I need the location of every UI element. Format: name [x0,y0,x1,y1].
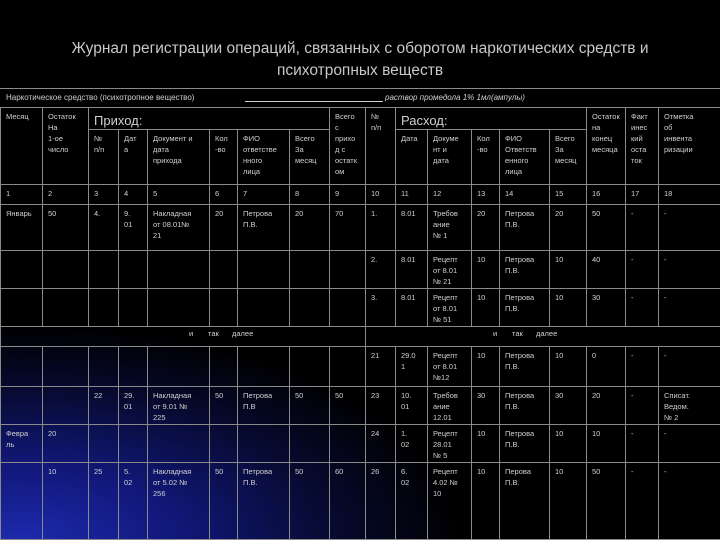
col-num: 14 [500,185,550,205]
header-in-doc: Документ и дата прихода [148,130,210,185]
cell-in-date: 9. 01 [119,205,148,251]
cell-out-date: 1. 02 [396,425,428,463]
journal-table [0,107,720,540]
cell-fact: - [626,425,659,463]
col-num: 15 [550,185,587,205]
header-out-num: № п/п [366,108,396,185]
etc-left: и так далее [1,327,366,347]
cell-out-doc: Рецепт 4.02 № 10 [428,463,472,540]
col-num: 6 [210,185,238,205]
cell-end: 20 [587,387,626,425]
header-income: Приход: [89,108,330,130]
cell-month: Январь [1,205,43,251]
cell-out-num: 23 [366,387,396,425]
cell-end: 0 [587,347,626,387]
cell-in-num [89,425,119,463]
cell-fact: - [626,251,659,289]
col-num: 5 [148,185,210,205]
cell-balance [43,347,89,387]
cell-out-date: 6. 02 [396,463,428,540]
header-total-income: Всего с прихо д с остатк ом [330,108,366,185]
cell-in-doc [148,289,210,327]
col-num: 7 [238,185,290,205]
cell-in-doc: Накладная от 5.02 № 256 [148,463,210,540]
cell-out-fio: Петрова П.В. [500,205,550,251]
cell-fact: - [626,463,659,540]
header-out-fio: ФИО Ответств енного лица [500,130,550,185]
cell-total [330,251,366,289]
table-row [1,425,720,463]
table-row [1,205,720,251]
header-expense: Расход: [396,108,587,130]
cell-end: 10 [587,425,626,463]
cell-inv: - [659,205,720,251]
cell-in-total: 50 [290,463,330,540]
drug-label: Наркотическое средство (психотропное вещество) [6,93,195,102]
header-out-doc: Докуме нт и дата [428,130,472,185]
header-in-date: Дат а [119,130,148,185]
header-in-qty: Кол -во [210,130,238,185]
cell-out-doc: Рецепт 28.01 № 5 [428,425,472,463]
header-out-qty: Кол -во [472,130,500,185]
cell-inv: - [659,463,720,540]
title-line-1: Журнал регистрации операций, связанных с оборотом наркотических средств и [71,40,649,57]
cell-in-qty [210,289,238,327]
header-out-date: Дата [396,130,428,185]
cell-in-total: 20 [290,205,330,251]
header-balance-start: Остаток На 1-ое число [43,108,89,185]
header-in-fio: ФИО ответстве нного лица [238,130,290,185]
cell-inv: - [659,425,720,463]
cell-month [1,387,43,425]
cell-in-fio: Петрова П.В. [238,463,290,540]
col-num: 16 [587,185,626,205]
cell-in-fio: Петрова П.В. [238,205,290,251]
table-row [1,347,720,387]
header-fact: Факт инес кий оста ток [626,108,659,185]
cell-out-qty: 10 [472,347,500,387]
cell-out-doc: Рецепт от 8.01 № 21 [428,251,472,289]
header-row-1 [1,108,720,130]
col-num: 9 [330,185,366,205]
cell-in-qty: 50 [210,387,238,425]
cell-out-fio: Петрова П.В. [500,289,550,327]
col-num: 8 [290,185,330,205]
cell-out-num: 26 [366,463,396,540]
etc-row [1,327,720,347]
cell-in-date [119,251,148,289]
drug-line [0,88,720,108]
cell-month [1,289,43,327]
cell-month [1,347,43,387]
drug-value: раствор промедола 1% 1мл(ампулы) [385,93,525,102]
table-row [1,251,720,289]
cell-out-num: 1. [366,205,396,251]
col-num: 13 [472,185,500,205]
col-num: 18 [659,185,720,205]
cell-out-qty: 10 [472,251,500,289]
cell-in-doc: Накладная от 08.01№ 21 [148,205,210,251]
cell-in-qty [210,251,238,289]
cell-in-date: 5. 02 [119,463,148,540]
cell-end: 40 [587,251,626,289]
cell-in-fio: Петрова П.В [238,387,290,425]
cell-out-date: 8.01 [396,289,428,327]
header-month: Месяц [1,108,43,185]
cell-in-total [290,251,330,289]
cell-in-doc [148,347,210,387]
cell-out-fio: Петрова П.В. [500,425,550,463]
cell-in-doc [148,425,210,463]
cell-in-num [89,347,119,387]
cell-balance [43,387,89,425]
column-numbers-row [1,185,720,205]
cell-in-num [89,289,119,327]
cell-out-qty: 10 [472,463,500,540]
cell-out-doc: Требов ание 12.01 [428,387,472,425]
cell-balance [43,251,89,289]
cell-inv: Списат. Ведом. № 2 [659,387,720,425]
cell-fact: - [626,205,659,251]
cell-in-doc [148,251,210,289]
cell-out-date: 8.01 [396,205,428,251]
cell-out-qty: 10 [472,425,500,463]
cell-out-qty: 20 [472,205,500,251]
cell-in-qty [210,425,238,463]
cell-in-num: 25 [89,463,119,540]
cell-in-total [290,347,330,387]
cell-out-total: 20 [550,205,587,251]
cell-out-date: 29.0 1 [396,347,428,387]
cell-out-fio: Петрова П.В. [500,347,550,387]
cell-in-num: 4. [89,205,119,251]
cell-in-total: 50 [290,387,330,425]
cell-out-total: 10 [550,289,587,327]
underline [245,101,383,102]
cell-out-qty: 30 [472,387,500,425]
cell-out-doc: Рецепт от 8.01 №12 [428,347,472,387]
cell-out-doc: Рецепт от 8.01 № 51 [428,289,472,327]
cell-total [330,425,366,463]
cell-out-num: 21 [366,347,396,387]
cell-out-total: 10 [550,425,587,463]
cell-in-fio [238,425,290,463]
cell-out-qty: 10 [472,289,500,327]
cell-balance: 20 [43,425,89,463]
col-num: 1 [1,185,43,205]
cell-in-date [119,425,148,463]
cell-month [1,251,43,289]
cell-end: 30 [587,289,626,327]
header-in-total-month: Всего За месяц [290,130,330,185]
cell-in-fio [238,251,290,289]
title-line-2: психотропных веществ [276,62,444,79]
cell-total: 60 [330,463,366,540]
cell-out-num: 24 [366,425,396,463]
cell-out-num: 2. [366,251,396,289]
col-num: 4 [119,185,148,205]
cell-in-total [290,425,330,463]
col-num: 3 [89,185,119,205]
cell-out-total: 30 [550,387,587,425]
cell-out-doc: Требов ание № 1 [428,205,472,251]
cell-fact: - [626,387,659,425]
cell-in-qty: 20 [210,205,238,251]
col-num: 2 [43,185,89,205]
cell-in-num: 22 [89,387,119,425]
cell-out-total: 10 [550,251,587,289]
cell-out-date: 10. 01 [396,387,428,425]
cell-inv: - [659,347,720,387]
cell-fact: - [626,347,659,387]
cell-month [1,463,43,540]
cell-out-num: 3. [366,289,396,327]
col-num: 10 [366,185,396,205]
cell-end: 50 [587,205,626,251]
cell-total: 70 [330,205,366,251]
cell-in-date [119,289,148,327]
header-balance-end: Остаток на конец месяца [587,108,626,185]
cell-fact: - [626,289,659,327]
col-num: 12 [428,185,472,205]
cell-out-date: 8.01 [396,251,428,289]
cell-in-total [290,289,330,327]
cell-out-total: 10 [550,463,587,540]
cell-in-fio [238,347,290,387]
header-in-num: № п/п [89,130,119,185]
col-num: 17 [626,185,659,205]
cell-end: 50 [587,463,626,540]
cell-out-fio: Петрова П.В. [500,387,550,425]
cell-in-num [89,251,119,289]
header-out-total-month: Всего За месяц [550,130,587,185]
cell-total: 50 [330,387,366,425]
cell-in-qty: 50 [210,463,238,540]
cell-month: Февра ль [1,425,43,463]
table-row [1,289,720,327]
page-title [0,38,720,82]
cell-in-qty [210,347,238,387]
cell-inv: - [659,289,720,327]
etc-right: и так далее [366,327,720,347]
cell-total [330,347,366,387]
cell-in-date [119,347,148,387]
table-row [1,387,720,425]
col-num: 11 [396,185,428,205]
cell-out-total: 10 [550,347,587,387]
cell-in-date: 29. 01 [119,387,148,425]
cell-total [330,289,366,327]
cell-out-fio: Петрова П.В. [500,251,550,289]
cell-in-fio [238,289,290,327]
cell-out-fio: Перова П.В. [500,463,550,540]
table-row [1,463,720,540]
header-inventory: Отметка об инвента ризации [659,108,720,185]
cell-balance: 50 [43,205,89,251]
cell-balance [43,289,89,327]
cell-balance: 10 [43,463,89,540]
cell-in-doc: Накладная от 9.01 № 225 [148,387,210,425]
cell-inv: - [659,251,720,289]
